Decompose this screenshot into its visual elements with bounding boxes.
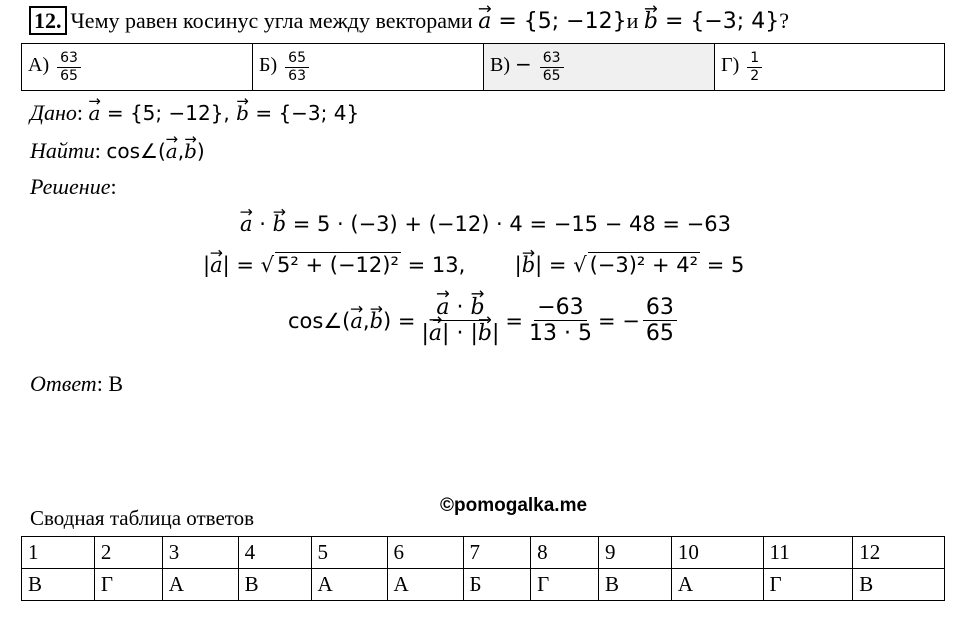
- option-v-fraction: $\frac{63}{65}$: [540, 50, 564, 83]
- option-v[interactable]: В) − $\frac{63}{65}$: [484, 44, 715, 91]
- option-b-fraction: $\frac{65}{63}$: [285, 50, 309, 83]
- given-vector-a: → a: [89, 101, 101, 125]
- summary-number: 1: [22, 537, 95, 569]
- summary-number: 4: [238, 537, 311, 569]
- summary-number: 7: [463, 537, 531, 569]
- option-g-fraction: $\frac{1}{2}$: [747, 50, 762, 83]
- summary-number: 10: [671, 537, 763, 569]
- summary-number: 8: [531, 537, 599, 569]
- summary-answer: Б: [463, 569, 531, 601]
- summary-number: 11: [763, 537, 853, 569]
- summary-answer: А: [311, 569, 387, 601]
- answer-line: Ответ: В: [30, 371, 123, 396]
- summary-answer: В: [598, 569, 671, 601]
- option-a[interactable]: А) $\frac{63}{65}$: [22, 44, 253, 91]
- summary-number: 2: [94, 537, 162, 569]
- summary-answer: А: [387, 569, 463, 601]
- summary-answer: А: [162, 569, 238, 601]
- summary-answers-row: [22, 569, 945, 601]
- answer-value: В: [108, 371, 123, 396]
- formula-dot-product: → a · → b = 5 · (−3) + (−12) · 4 = −15 − 48 = −63: [240, 212, 731, 236]
- summary-number: 12: [853, 537, 945, 569]
- option-a-fraction: $\frac{63}{65}$: [57, 50, 81, 83]
- summary-number: 3: [162, 537, 238, 569]
- option-b[interactable]: Б) $\frac{65}{63}$: [253, 44, 484, 91]
- fraction-values: $\frac{-63}{13 \cdot 5}$: [528, 295, 592, 347]
- question-number: 12.: [29, 6, 67, 35]
- summary-answer: Г: [94, 569, 162, 601]
- summary-number: 5: [311, 537, 387, 569]
- vector-b: → b: [644, 9, 658, 34]
- fraction-dot-over-lengths: → $\frac{a \cdot \to b}{|\to a| \cdot |\to b|}$: [419, 295, 503, 347]
- given-line: Дано: → a = {5; −12}, → b = {−3; 4}: [30, 100, 359, 126]
- question-text: Чему равен косинус угла между векторами → a = {5; −12}и → b = {−3; 4}?: [71, 8, 789, 33]
- solution-label: Решение:: [30, 174, 117, 199]
- options-table: [21, 43, 945, 91]
- summary-number: 9: [598, 537, 671, 569]
- summary-answer: В: [22, 569, 95, 601]
- summary-table: [21, 536, 945, 601]
- option-g[interactable]: Г) $\frac{1}{2}$: [715, 44, 945, 91]
- formula-cosine: cos∠( → a , → b ) = → $\frac{a \cdot \to b}{|\to a| \cdot |\to b|}$ = $\frac{-63}{13 \cdot 5}$ = − $\frac{63}{65}$: [288, 295, 680, 347]
- summary-answer: Г: [531, 569, 599, 601]
- vector-a: → a: [478, 9, 491, 34]
- summary-number: 6: [387, 537, 463, 569]
- summary-numbers-row: [22, 537, 945, 569]
- watermark: ©pomogalka.me: [440, 495, 588, 516]
- question-header: [29, 8, 789, 34]
- summary-answer: Г: [763, 569, 853, 601]
- summary-answer: А: [671, 569, 763, 601]
- given-vector-b: → b: [236, 101, 249, 125]
- fraction-result: $\frac{63}{65}$: [643, 295, 677, 347]
- summary-title: Сводная таблица ответов: [30, 506, 255, 530]
- summary-answer: В: [853, 569, 945, 601]
- formula-lengths: |→ a| = √ 5² + (−12)² = 13, |→ b| = √ (−3)² + 4² = 5: [203, 252, 744, 277]
- find-line: Найти: cos∠(→ a,→ b): [30, 138, 205, 164]
- summary-answer: В: [238, 569, 311, 601]
